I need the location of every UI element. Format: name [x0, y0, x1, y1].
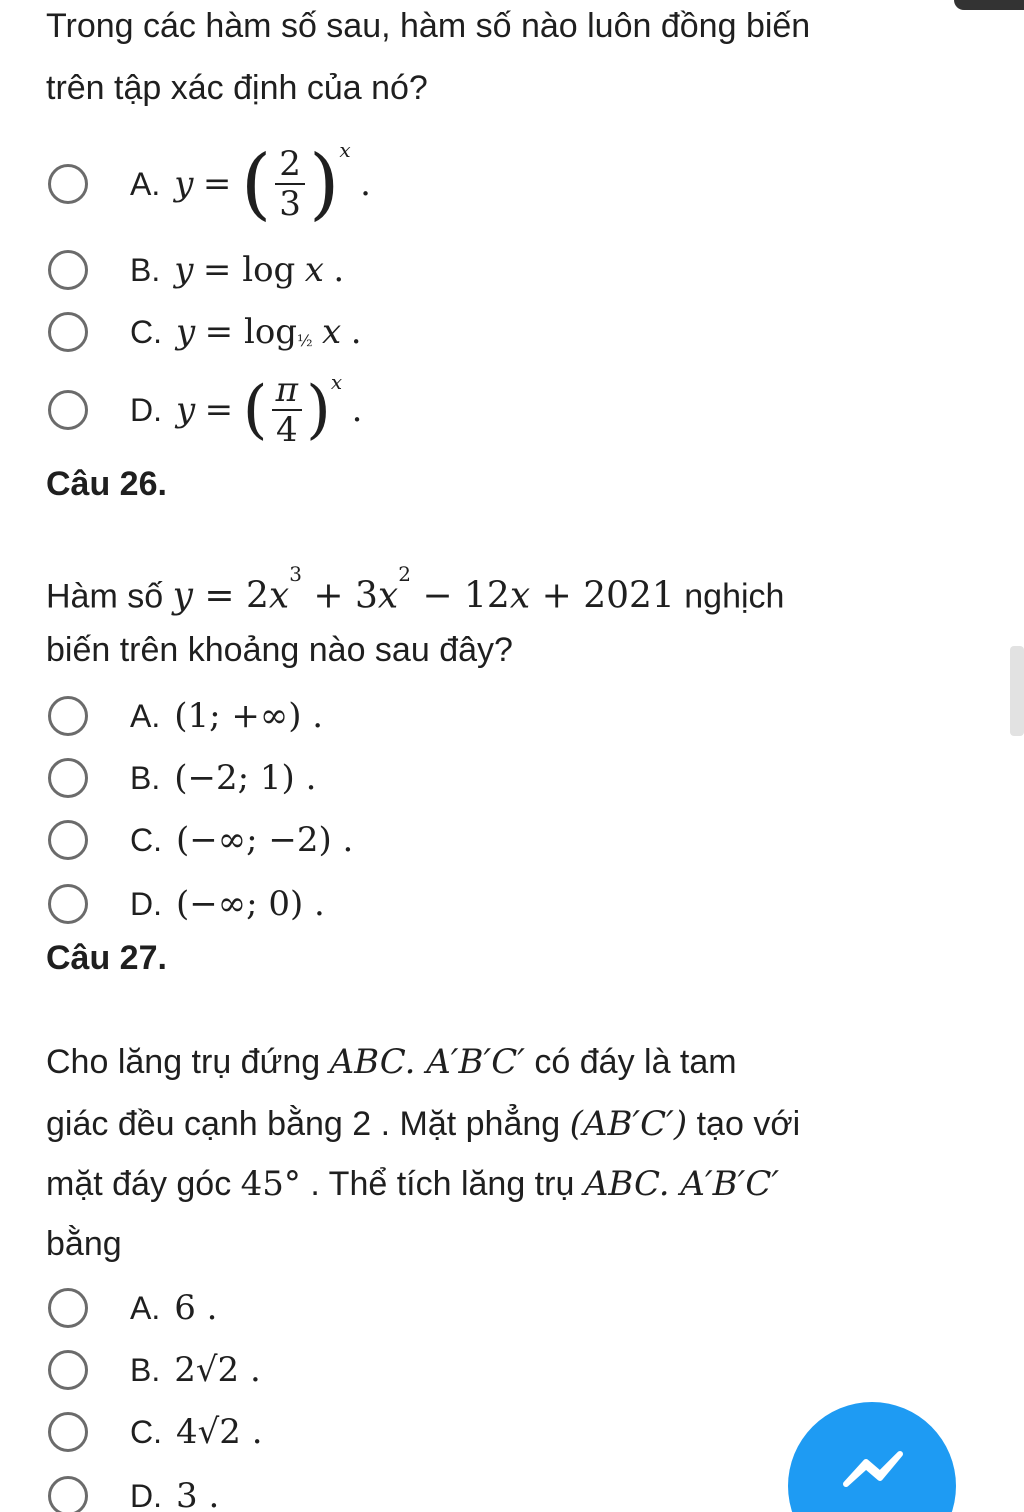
option-expression: 4√2 . [176, 1412, 263, 1452]
q25-option-d[interactable] [48, 370, 648, 450]
radio-button[interactable] [48, 1476, 88, 1512]
messenger-chat-icon [788, 1402, 956, 1512]
q26-option-a[interactable] [48, 686, 648, 746]
prism-name: ABC. A′B′C′ [583, 1164, 780, 1204]
option-letter: C. [130, 1413, 162, 1450]
option-letter: C. [130, 821, 162, 858]
option-expression: 2√2 . [174, 1350, 261, 1390]
radio-button[interactable] [48, 1288, 88, 1328]
question-27-heading: Câu 27. [46, 939, 167, 977]
option-expression: y = log $_{\frac{1}{2}}$ x . [176, 312, 362, 352]
radio-button[interactable] [48, 884, 88, 924]
radio-button[interactable] [48, 312, 88, 352]
q27-option-c[interactable] [48, 1402, 648, 1462]
question-26-heading: Câu 26. [46, 465, 167, 503]
question-27-text-line4: bằng [46, 1225, 122, 1263]
option-expression: 6 . [174, 1288, 218, 1328]
option-letter: A. [130, 697, 161, 734]
q27-text: Cho lăng trụ đứng [46, 1043, 321, 1081]
question-27-text-line2 [46, 1104, 800, 1144]
radio-button[interactable] [48, 1412, 88, 1452]
corner-decoration [954, 0, 1024, 10]
q27-option-a[interactable] [48, 1278, 648, 1338]
option-expression: y = log x . [174, 250, 345, 290]
radio-button[interactable] [48, 1350, 88, 1390]
prism-name: ABC. A′B′C′ [329, 1042, 525, 1082]
option-letter: B. [130, 251, 161, 288]
option-expression: y = ( $\frac{\pi}{4}$ ) $^x$ . [176, 370, 363, 450]
option-letter: D. [130, 1477, 162, 1512]
radio-button[interactable] [48, 164, 88, 204]
plane-name: (AB′C′) [569, 1104, 688, 1144]
q27-text: . Thể tích lăng trụ [310, 1165, 575, 1203]
option-letter: B. [130, 759, 161, 796]
radio-button[interactable] [48, 390, 88, 430]
q27-text: mặt đáy góc [46, 1165, 232, 1203]
q27-text: tạo với [696, 1105, 801, 1143]
option-letter: A. [130, 165, 161, 202]
q25-option-c[interactable] [48, 302, 648, 362]
question-27-text-line3 [46, 1164, 779, 1204]
option-expression: (−2; 1) . [174, 758, 317, 798]
option-letter: B. [130, 1351, 161, 1388]
messenger-chat-button[interactable] [788, 1402, 956, 1512]
option-expression: (−∞; −2) . [176, 820, 354, 860]
q26-suffix: nghịch [684, 577, 785, 616]
option-expression: 3 . [176, 1476, 220, 1512]
q26-option-b[interactable] [48, 748, 648, 808]
q27-option-d[interactable] [48, 1466, 648, 1512]
q26-prefix: Hàm số [46, 577, 164, 616]
question-25-text-line1: Trong các hàm số sau, hàm số nào luôn đồng biến [46, 7, 811, 45]
question-26-text-line1: Hàm số $y = 2x^3 + 3x^2 - 12x + 2021$ nghịch [46, 562, 785, 617]
q27-text: giác đều cạnh bằng 2 . Mặt phẳng [46, 1105, 561, 1143]
radio-button[interactable] [48, 758, 88, 798]
angle-value: 45° [240, 1164, 301, 1204]
scrollbar[interactable] [1010, 646, 1024, 736]
q26-option-c[interactable] [48, 810, 648, 870]
q27-option-b[interactable] [48, 1340, 648, 1400]
q27-text: có đáy là tam [534, 1043, 737, 1081]
option-expression: (−∞; 0) . [176, 884, 325, 924]
option-letter: D. [130, 885, 162, 922]
question-25-text-line2: trên tập xác định của nó? [46, 69, 428, 107]
option-expression: y = ( $\frac{2}{3}$ ) $^x$ . [174, 138, 371, 229]
option-letter: C. [130, 313, 162, 350]
option-expression: (1; +∞) . [174, 696, 324, 736]
q25-option-b[interactable] [48, 240, 648, 300]
option-letter: A. [130, 1289, 161, 1326]
q25-option-a[interactable] [48, 138, 648, 229]
radio-button[interactable] [48, 696, 88, 736]
radio-button[interactable] [48, 250, 88, 290]
q26-option-d[interactable] [48, 874, 648, 934]
option-letter: D. [130, 391, 162, 428]
radio-button[interactable] [48, 820, 88, 860]
question-26-text-line2: biến trên khoảng nào sau đây? [46, 631, 513, 669]
question-27-text-line1 [46, 1042, 737, 1082]
